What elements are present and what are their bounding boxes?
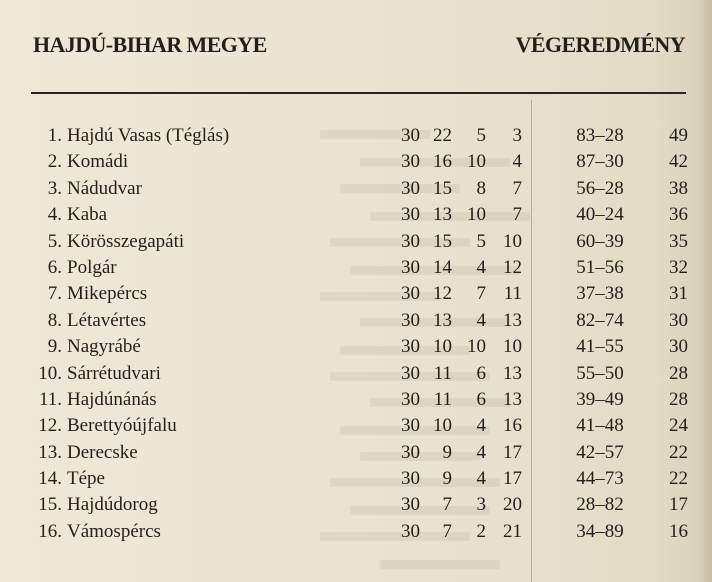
points: 16	[669, 520, 688, 542]
team-name: Sárrétudvari	[67, 362, 161, 384]
goal-difference: 42–57	[576, 441, 624, 463]
draws: 8	[476, 177, 486, 199]
team-name: Mikepércs	[67, 283, 148, 305]
wins: 13	[433, 204, 452, 226]
points: 30	[669, 336, 688, 358]
table-row	[0, 255, 712, 281]
team-name: Tépe	[67, 468, 105, 490]
goal-difference: 39–49	[576, 388, 624, 410]
draws: 5	[476, 230, 486, 252]
team-name: Kaba	[67, 204, 108, 226]
table-row	[0, 123, 712, 149]
position-number: 1.	[47, 125, 62, 146]
table-row	[0, 466, 712, 492]
table-row	[0, 492, 712, 518]
points: 42	[669, 151, 688, 173]
position-number: 5.	[47, 230, 62, 252]
wins: 10	[433, 336, 452, 358]
wins: 11	[433, 388, 452, 410]
matches-played: 30	[401, 441, 420, 463]
table-row	[0, 387, 712, 413]
goal-difference: 60–39	[576, 230, 624, 252]
wins: 15	[433, 177, 452, 199]
points: 35	[669, 230, 688, 252]
team-name: Létavértes	[67, 309, 147, 331]
table-row	[0, 361, 712, 387]
table-row	[0, 440, 712, 466]
wins: 11	[433, 362, 452, 384]
wins: 22	[433, 125, 452, 146]
team-name: Vámospércs	[67, 520, 161, 542]
wins: 9	[442, 441, 452, 463]
matches-played: 30	[401, 468, 420, 490]
draws: 10	[467, 204, 486, 226]
position-number: 2.	[47, 151, 62, 173]
wins: 7	[442, 520, 452, 542]
matches-played: 30	[401, 415, 420, 437]
wins: 12	[433, 283, 452, 305]
goal-difference: 87–30	[576, 151, 624, 173]
wins: 16	[433, 151, 452, 173]
draws: 4	[476, 309, 486, 331]
page-edge-shadow	[698, 0, 712, 582]
matches-played: 30	[401, 362, 420, 384]
matches-played: 30	[401, 230, 420, 252]
position-number: 14.	[38, 468, 62, 490]
wins: 14	[433, 256, 452, 278]
matches-played: 30	[401, 520, 420, 542]
wins: 15	[433, 230, 452, 252]
position-number: 12.	[38, 415, 62, 437]
goal-difference: 83–28	[576, 125, 624, 146]
losses: 13	[503, 309, 522, 331]
wins: 7	[442, 494, 452, 516]
position-number: 3.	[47, 177, 62, 199]
matches-played: 30	[401, 125, 420, 146]
losses: 11	[503, 283, 522, 305]
points: 38	[669, 177, 688, 199]
matches-played: 30	[401, 388, 420, 410]
position-number: 15.	[38, 494, 62, 516]
position-number: 7.	[47, 283, 62, 305]
standings-table	[0, 123, 712, 545]
matches-played: 30	[401, 494, 420, 516]
losses: 13	[503, 362, 522, 384]
draws: 3	[476, 494, 486, 516]
draws: 6	[476, 362, 486, 384]
losses: 13	[503, 388, 522, 410]
table-row	[0, 308, 712, 334]
matches-played: 30	[401, 204, 420, 226]
goal-difference: 34–89	[576, 520, 624, 542]
position-number: 4.	[47, 204, 62, 226]
draws: 7	[476, 283, 486, 305]
points: 28	[669, 388, 688, 410]
table-header	[33, 32, 685, 66]
table-row	[0, 202, 712, 228]
points: 22	[669, 468, 688, 490]
table-row	[0, 334, 712, 360]
position-number: 16.	[38, 520, 62, 542]
team-name: Körösszegapáti	[67, 230, 185, 252]
matches-played: 30	[401, 283, 420, 305]
table-row	[0, 281, 712, 307]
points: 22	[669, 441, 688, 463]
losses: 4	[512, 151, 522, 173]
position-number: 11.	[38, 388, 62, 410]
points: 32	[669, 256, 688, 278]
points: 24	[669, 415, 688, 437]
team-name: Polgár	[67, 256, 117, 278]
draws: 2	[476, 520, 486, 542]
losses: 7	[512, 177, 522, 199]
position-number: 9.	[47, 336, 62, 358]
wins: 10	[433, 415, 452, 437]
wins: 13	[433, 309, 452, 331]
points: 17	[669, 494, 688, 516]
position-number: 13.	[38, 441, 62, 463]
draws: 4	[476, 441, 486, 463]
draws: 10	[467, 336, 486, 358]
table-row	[0, 413, 712, 439]
losses: 17	[503, 441, 522, 463]
goal-difference: 40–24	[576, 204, 624, 226]
losses: 10	[503, 230, 522, 252]
goal-difference: 37–38	[576, 283, 624, 305]
position-number: 10.	[38, 362, 62, 384]
table-row	[0, 519, 712, 545]
draws: 4	[476, 256, 486, 278]
draws: 6	[476, 388, 486, 410]
matches-played: 30	[401, 256, 420, 278]
team-name: Hajdúdorog	[67, 494, 158, 516]
team-name: Hajdúnánás	[67, 388, 157, 410]
matches-played: 30	[401, 177, 420, 199]
losses: 16	[503, 415, 522, 437]
losses: 3	[512, 125, 522, 146]
header-rule	[31, 92, 686, 94]
matches-played: 30	[401, 309, 420, 331]
losses: 7	[512, 204, 522, 226]
draws: 5	[476, 125, 486, 146]
draws: 10	[467, 151, 486, 173]
losses: 17	[503, 468, 522, 490]
matches-played: 30	[401, 151, 420, 173]
draws: 4	[476, 415, 486, 437]
team-name: Hajdú Vasas (Téglás)	[67, 125, 230, 146]
final-standings-title: VÉGEREDMÉNY	[515, 32, 685, 57]
team-name: Berettyóújfalu	[67, 415, 177, 437]
bleed-through-mark	[380, 560, 500, 569]
position-number: 8.	[47, 309, 62, 331]
goal-difference: 51–56	[576, 256, 624, 278]
matches-played: 30	[401, 336, 420, 358]
goal-difference: 56–28	[576, 177, 624, 199]
goal-difference: 41–55	[576, 336, 624, 358]
losses: 12	[503, 256, 522, 278]
goal-difference: 28–82	[576, 494, 624, 516]
table-row	[0, 149, 712, 175]
goal-difference: 44–73	[576, 468, 624, 490]
goal-difference: 82–74	[576, 309, 624, 331]
goal-difference: 41–48	[576, 415, 624, 437]
table-row	[0, 176, 712, 202]
team-name: Nagyrábé	[67, 336, 141, 358]
losses: 21	[503, 520, 522, 542]
points: 28	[669, 362, 688, 384]
team-name: Nádudvar	[67, 177, 142, 199]
team-name: Derecske	[67, 441, 138, 463]
points: 36	[669, 204, 688, 226]
wins: 9	[442, 468, 452, 490]
losses: 20	[503, 494, 522, 516]
position-number: 6.	[47, 256, 62, 278]
losses: 10	[503, 336, 522, 358]
points: 30	[669, 309, 688, 331]
points: 31	[669, 283, 688, 305]
team-name: Komádi	[67, 151, 129, 173]
goal-difference: 55–50	[576, 362, 624, 384]
table-row	[0, 229, 712, 255]
points: 49	[669, 125, 688, 146]
draws: 4	[476, 468, 486, 490]
county-title: HAJDÚ-BIHAR MEGYE	[33, 32, 267, 57]
